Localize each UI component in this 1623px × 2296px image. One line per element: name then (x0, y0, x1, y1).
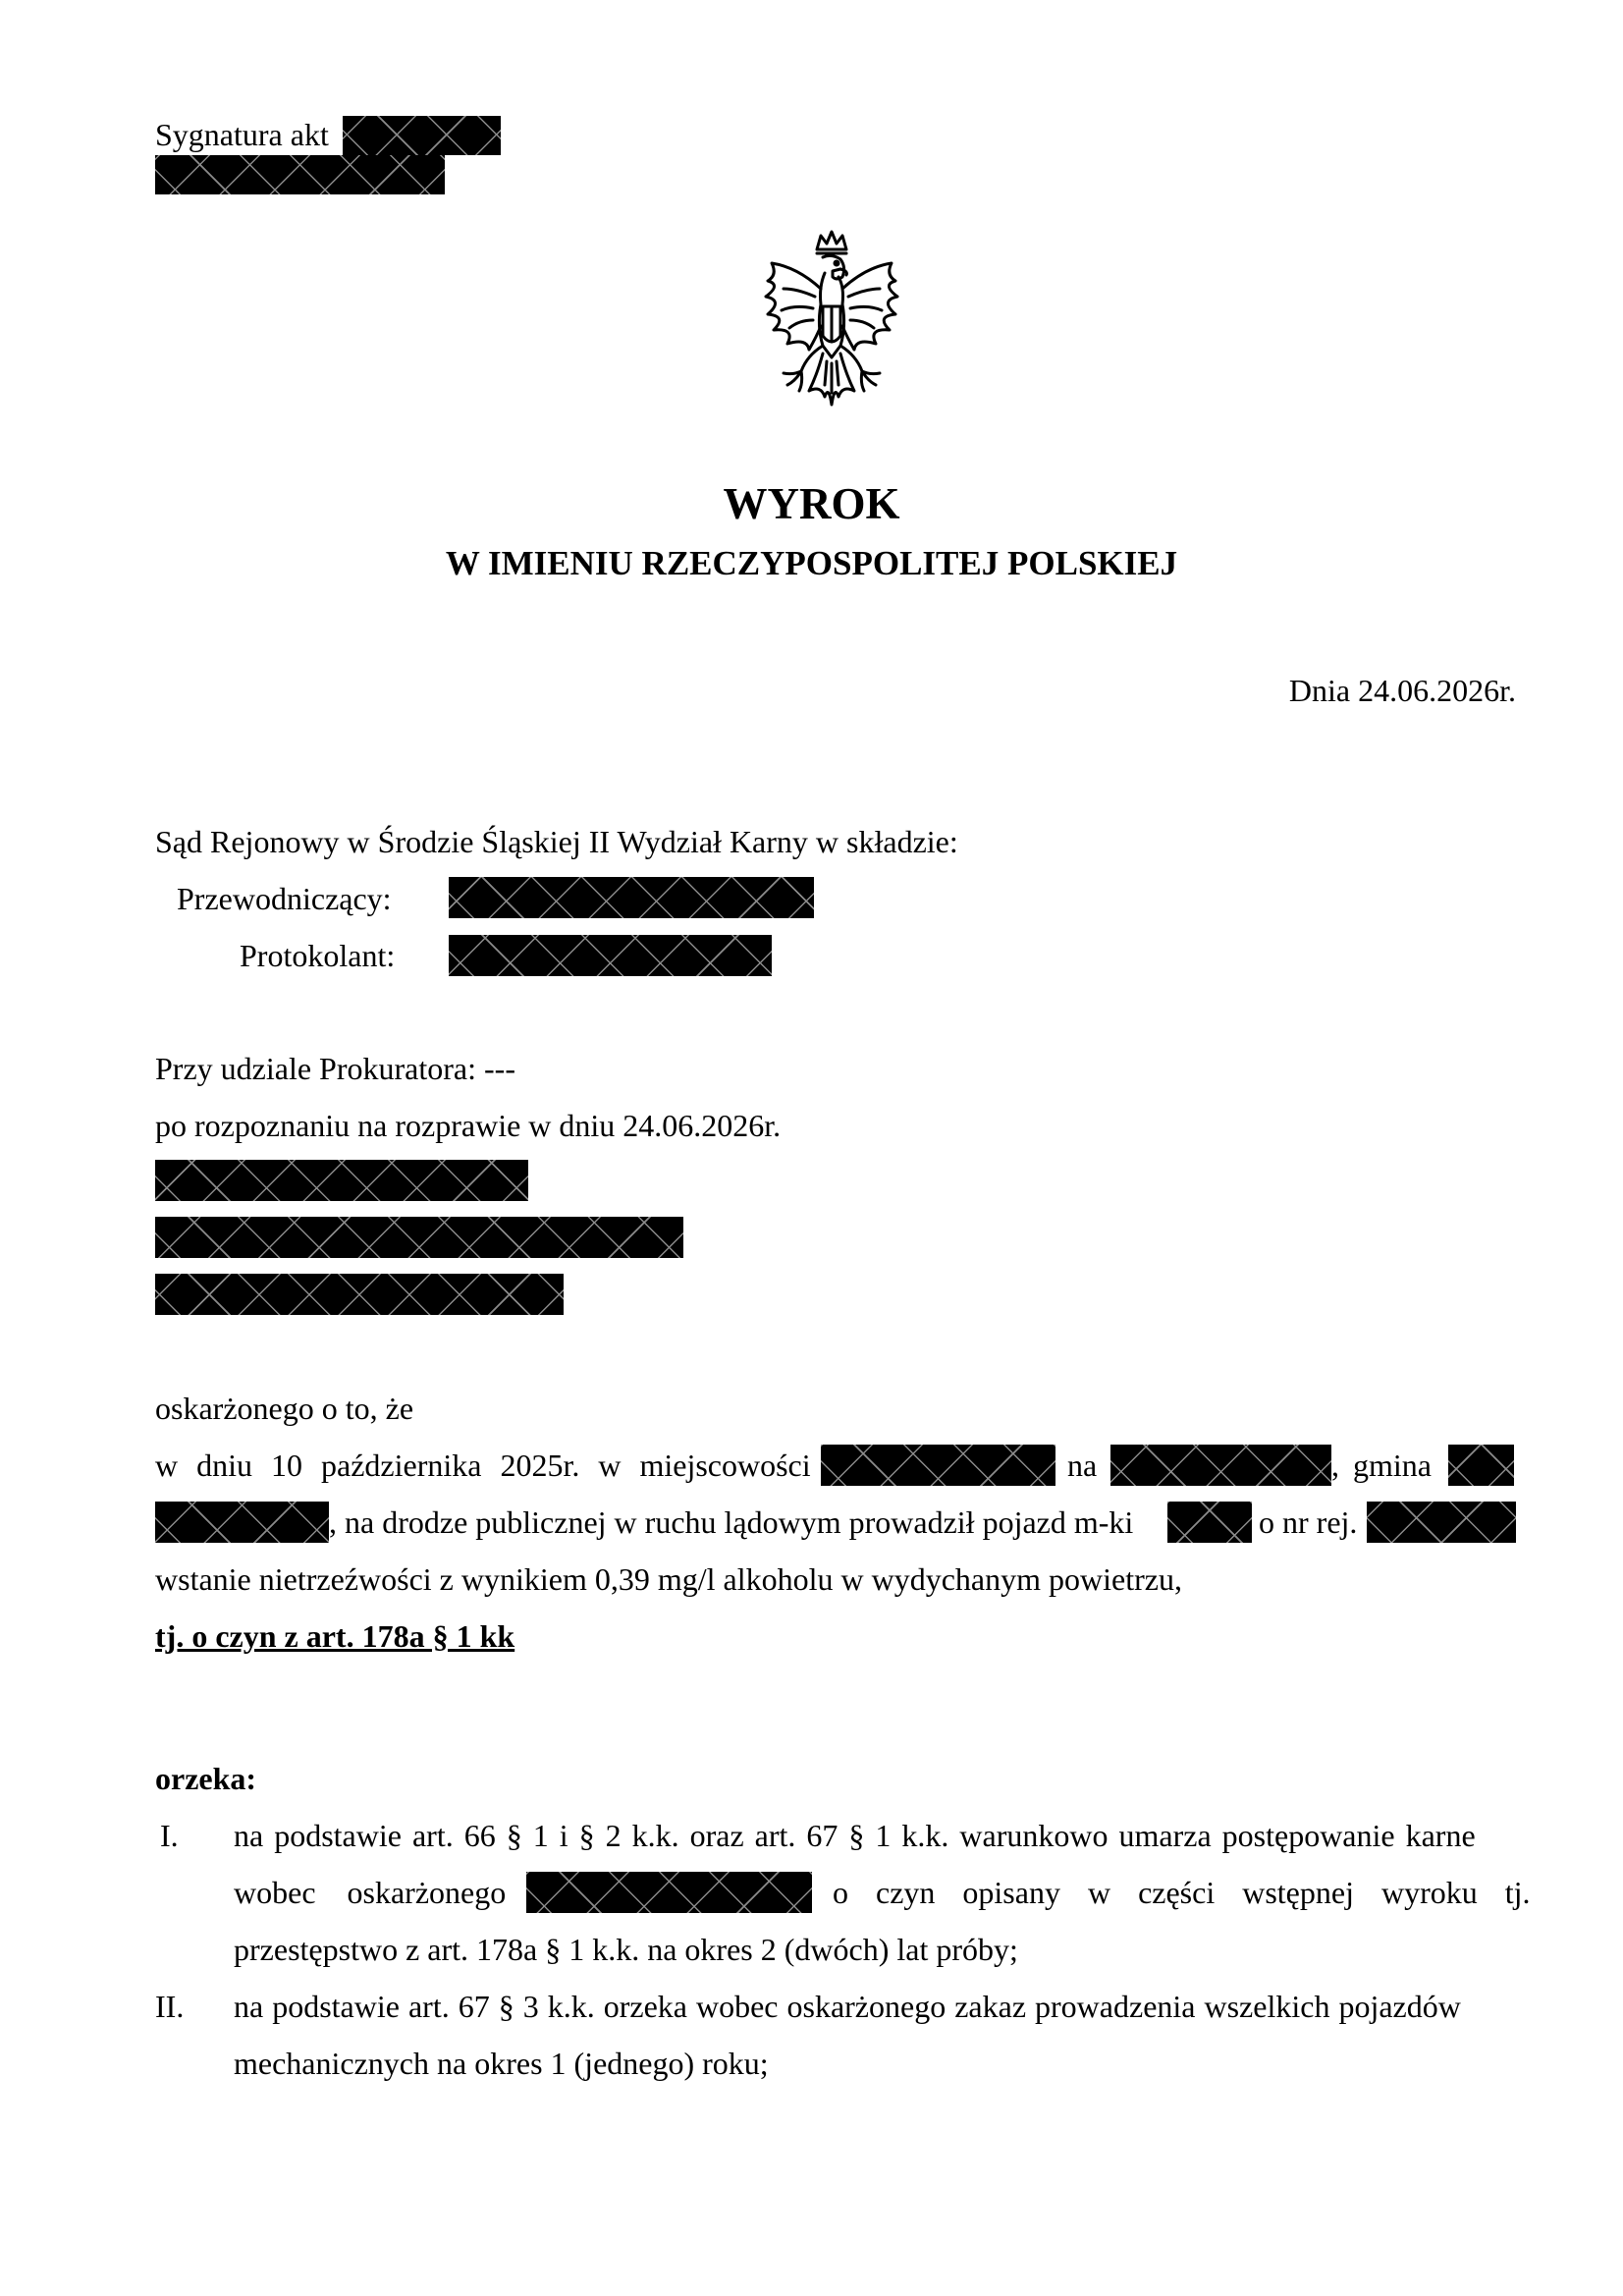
redaction-block (1167, 1502, 1252, 1543)
redaction-block (1367, 1502, 1516, 1543)
redaction-block (155, 155, 445, 194)
redaction-block (155, 1502, 329, 1543)
charge-line-3: wstanie nietrzeźwości z wynikiem 0,39 mg/l alkoholu w wydychanym powietrzu, (155, 1561, 1182, 1597)
judgment-date: Dnia 24.06.2026r. (1288, 673, 1516, 708)
redaction-block (155, 1217, 683, 1258)
document-subtitle: W IMIENIU RZECZYPOSPOLITEJ POLSKIEJ (445, 544, 1178, 582)
verdict-item-1-line-3: przestępstwo z art. 178a § 1 k.k. na okres 2 (dwóch) lat próby; (234, 1932, 1018, 1967)
charge-line-1-b: na (1067, 1448, 1098, 1483)
verdict-item-2-line-1: na podstawie art. 67 § 3 k.k. orzeka wobec oskarżonego zakaz prowadzenia wszelkich pojazdów (234, 1989, 1461, 2024)
charge-line-1-a: w dniu 10 października 2025r. w miejscowości (155, 1448, 811, 1483)
verdict-heading: orzeka: (155, 1761, 257, 1796)
charge-line-1-c: , gmina (1331, 1448, 1432, 1483)
redaction-block (526, 1872, 812, 1913)
redaction-block (155, 1274, 564, 1315)
polish-eagle-emblem-icon (738, 228, 925, 416)
hearing-line: po rozpoznaniu na rozprawie w dniu 24.06.2026r. (155, 1108, 782, 1143)
court-clerk-label: Protokolant: (240, 938, 396, 973)
verdict-item-number: I. (160, 1818, 179, 1853)
court-intro: Sąd Rejonowy w Środzie Śląskiej II Wydział Karny w składzie: (155, 824, 958, 859)
charge-line-2-b: o nr rej. (1259, 1504, 1358, 1540)
redaction-block (449, 877, 814, 918)
charge-legal-basis: tj. o czyn z art. 178a § 1 kk (155, 1618, 515, 1654)
document-title: WYROK (723, 479, 900, 528)
presiding-judge-label: Przewodniczący: (177, 881, 392, 916)
redaction-block (449, 935, 772, 976)
verdict-item-1-line-2-a: wobec oskarżonego (234, 1875, 507, 1910)
prosecutor-line: Przy udziale Prokuratora: --- (155, 1051, 515, 1086)
redaction-block (155, 1160, 528, 1201)
verdict-item-2-line-2: mechanicznych na okres 1 (jednego) roku; (234, 2046, 769, 2081)
redaction-block (1448, 1445, 1514, 1486)
charge-intro: oskarżonego o to, że (155, 1391, 414, 1426)
redaction-block (343, 116, 501, 155)
redaction-block (1110, 1445, 1331, 1486)
verdict-item-1-line-2-b: o czyn opisany w części wstępnej wyroku tj. (833, 1875, 1531, 1910)
redaction-block (821, 1445, 1055, 1486)
verdict-item-number: II. (155, 1989, 185, 2024)
charge-line-2-a: , na drodze publicznej w ruchu lądowym prowadził pojazd m-ki (329, 1504, 1134, 1540)
verdict-item-1-line-1: na podstawie art. 66 § 1 i § 2 k.k. oraz art. 67 § 1 k.k. warunkowo umarza postępowanie karne (234, 1818, 1476, 1853)
case-signature-label: Sygnatura akt (155, 117, 329, 152)
